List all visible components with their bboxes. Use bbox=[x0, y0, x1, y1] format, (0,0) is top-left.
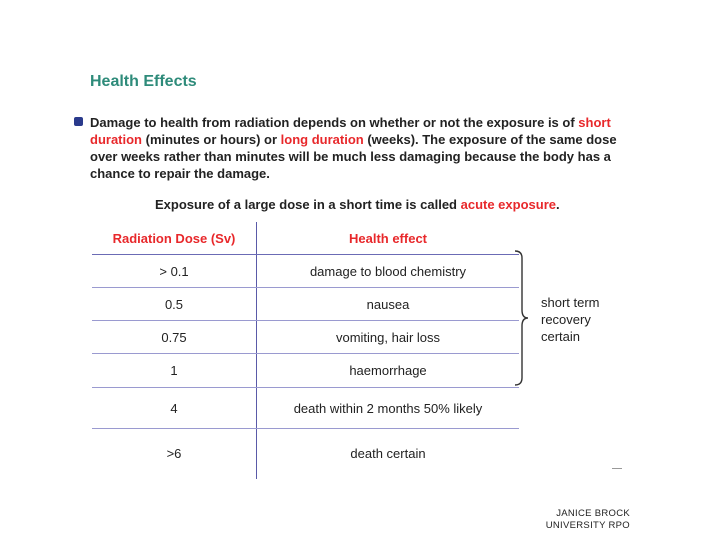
brace-label: short term recovery certain bbox=[541, 295, 600, 344]
para-text-1: Damage to health from radiation depends on whether or not the exposure is of bbox=[90, 115, 579, 130]
intro-paragraph bbox=[90, 114, 635, 182]
effect-cell: haemorrhage bbox=[257, 354, 520, 388]
acute-exposure-line bbox=[155, 197, 560, 212]
page-mark bbox=[612, 468, 622, 469]
dose-cell: 0.5 bbox=[92, 288, 257, 321]
short-duration-highlight: short duration bbox=[90, 115, 611, 147]
effect-cell: vomiting, hair loss bbox=[257, 321, 520, 354]
footer bbox=[530, 508, 630, 532]
dose-effect-table bbox=[92, 222, 519, 479]
acute-exposure-highlight: acute exposure bbox=[460, 197, 556, 212]
effect-cell: death within 2 months 50% likely bbox=[257, 388, 520, 429]
header-dose: Radiation Dose (Sv) bbox=[92, 222, 257, 255]
header-effect: Health effect bbox=[257, 222, 520, 255]
effect-cell: death certain bbox=[350, 446, 426, 462]
dose-cell: > 0.1 bbox=[92, 255, 257, 288]
bullet-icon bbox=[74, 117, 83, 126]
long-duration-highlight: long duration bbox=[280, 132, 364, 147]
effect-cell: nausea bbox=[257, 288, 520, 321]
para-text-3: (weeks). The exposure of the same dose over weeks rather than minutes will be much less damaging because the body has a chance to repair the damage. bbox=[90, 132, 617, 181]
table-row bbox=[92, 429, 519, 479]
table-row bbox=[92, 354, 519, 388]
right-brace-icon bbox=[513, 250, 533, 386]
acute-suffix: . bbox=[555, 197, 560, 212]
dose-cell: >6 bbox=[92, 429, 257, 479]
table-row bbox=[92, 388, 519, 429]
footer-line-2: UNIVERSITY RPO bbox=[545, 520, 630, 531]
para-text-2: (minutes or hours) or bbox=[142, 132, 281, 147]
dose-cell: 1 bbox=[92, 354, 257, 388]
acute-prefix: Exposure of a large dose in a short time is called bbox=[155, 197, 461, 212]
table-row bbox=[92, 321, 519, 354]
slide-title: Health Effects bbox=[90, 73, 197, 90]
dose-cell: 0.75 bbox=[92, 321, 257, 354]
table-header-row bbox=[92, 222, 519, 255]
effect-cell: damage to blood chemistry bbox=[257, 255, 520, 288]
dose-cell: 4 bbox=[92, 388, 257, 429]
table-row bbox=[92, 255, 519, 288]
table-row bbox=[92, 288, 519, 321]
footer-line-1: JANICE BROCK bbox=[556, 508, 630, 519]
